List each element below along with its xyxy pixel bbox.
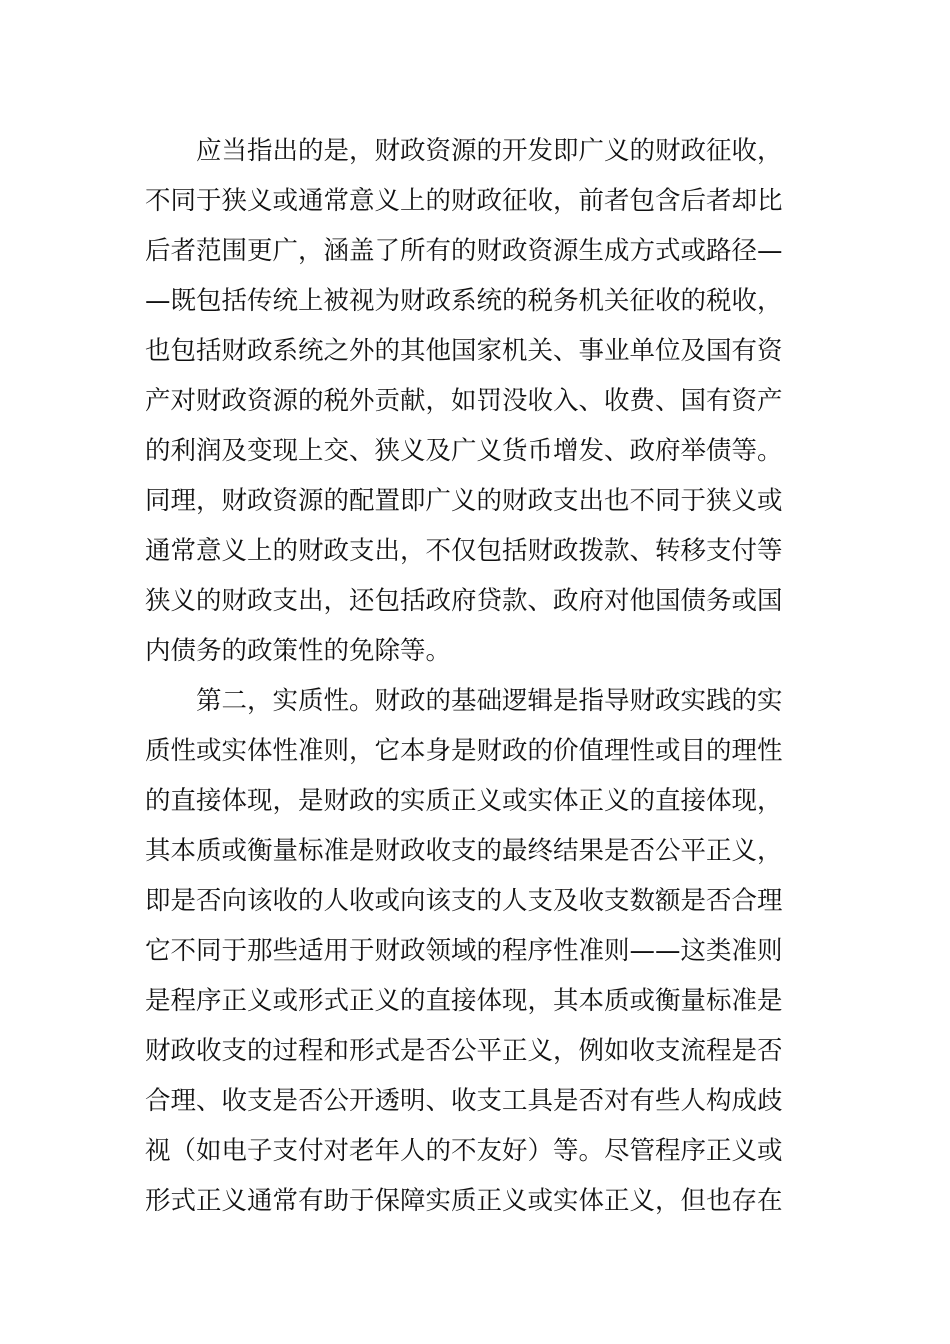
text-line: 形式正义通常有助于保障实质正义或实体正义，但也存在 [145, 1186, 783, 1216]
text-line: 合理、收支是否公开透明、收支工具是否对有些人构成歧 [145, 1086, 783, 1116]
text-line: 的利润及变现上交、狭义及广义货币增发、政府举债等。 [145, 436, 783, 466]
text-line: 不同于狭义或通常意义上的财政征收，前者包含后者却比 [145, 186, 783, 216]
text-line: 财政收支的过程和形式是否公平正义，例如收支流程是否 [145, 1036, 783, 1066]
text-line: 即是否向该收的人收或向该支的人支及收支数额是否合理 [145, 886, 783, 916]
text-line: 的直接体现，是财政的实质正义或实体正义的直接体现， [145, 786, 783, 816]
text-line: 也包括财政系统之外的其他国家机关、事业单位及国有资 [145, 336, 783, 366]
text-line: 狭义的财政支出，还包括政府贷款、政府对他国债务或国 [145, 586, 783, 616]
text-line: 同理，财政资源的配置即广义的财政支出也不同于狭义或 [145, 486, 783, 516]
text-line: —既包括传统上被视为财政系统的税务机关征收的税收， [145, 286, 783, 316]
text-line: 应当指出的是，财政资源的开发即广义的财政征收， [196, 136, 783, 166]
text-line: 通常意义上的财政支出，不仅包括财政拨款、转移支付等 [145, 536, 783, 566]
text-line: 质性或实体性准则，它本身是财政的价值理性或目的理性 [145, 736, 783, 766]
text-line: 第二，实质性。财政的基础逻辑是指导财政实践的实 [196, 686, 783, 716]
text-line: 产对财政资源的税外贡献，如罚没收入、收费、国有资产 [145, 386, 783, 416]
text-line: 是程序正义或形式正义的直接体现，其本质或衡量标准是 [145, 986, 783, 1016]
text-line: 后者范围更广，涵盖了所有的财政资源生成方式或路径— [145, 236, 783, 266]
text-line: 内债务的政策性的免除等。 [145, 636, 452, 666]
text-line: 其本质或衡量标准是财政收支的最终结果是否公平正义， [145, 836, 783, 866]
text-line: 它不同于那些适用于财政领域的程序性准则——这类准则 [145, 936, 783, 966]
text-line: 视（如电子支付对老年人的不友好）等。尽管程序正义或 [145, 1136, 783, 1166]
